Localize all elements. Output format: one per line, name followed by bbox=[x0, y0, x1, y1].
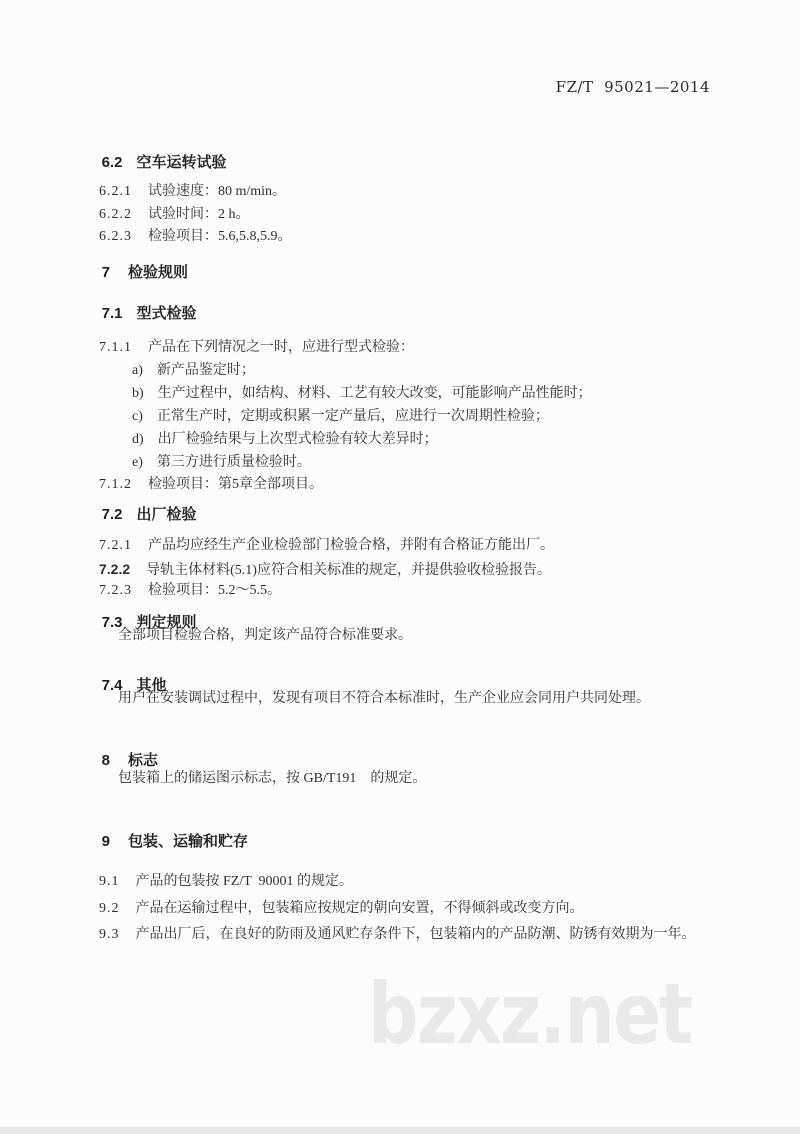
clause-text: 产品在运输过程中，包装箱应按规定的朝向安置，不得倾斜或改变方向。 bbox=[135, 901, 584, 916]
paragraph-7-3: 全部项目检验合格，判定该产品符合标准要求。 bbox=[118, 628, 412, 643]
clause-text: 产品出厂后，在良好的防雨及通风贮存条件下，包装箱内的产品防潮、防锈有效期为一年。 bbox=[135, 927, 696, 942]
list-text: 正常生产时，定期或积累一定产量后，应进行一次周期性检验； bbox=[156, 409, 549, 424]
paragraph-8: 包装箱上的储运图示标志，按 GB/T191 的规定。 bbox=[118, 771, 427, 786]
heading-number: 8 bbox=[101, 752, 111, 769]
clause-number: 6.2.3 bbox=[99, 229, 132, 244]
list-marker: c) bbox=[132, 409, 143, 424]
clause-text: 产品在下列情况之一时，应进行型式检验： bbox=[148, 340, 414, 355]
clause-text: 检验项目：第5章全部项目。 bbox=[148, 477, 323, 492]
clause-text: 试验速度：80 m/min。 bbox=[148, 184, 287, 199]
page-bottom-edge bbox=[0, 1127, 800, 1134]
heading-title: 出厂检验 bbox=[136, 506, 197, 523]
list-marker: e) bbox=[132, 455, 143, 470]
clause-text: 导轨主体材料(5.1)应符合相关标准的规定，并提供验收检验报告。 bbox=[146, 563, 551, 578]
heading-title: 检验规则 bbox=[128, 264, 189, 281]
clause-number: 6.2.1 bbox=[99, 184, 132, 199]
heading-title: 判定规则 bbox=[136, 614, 197, 631]
clause-number: 9.3 bbox=[99, 927, 120, 942]
list-marker: b) bbox=[132, 386, 144, 401]
heading-number: 7.2 bbox=[101, 506, 123, 523]
heading-title: 标志 bbox=[128, 752, 159, 769]
clause-number: 9.1 bbox=[99, 874, 120, 889]
paragraph-7-4: 用户在安装调试过程中，发现有项目不符合本标准时，生产企业应会同用户共同处理。 bbox=[118, 691, 650, 706]
clause-number: 7.2.1 bbox=[99, 538, 132, 553]
heading-number: 9 bbox=[101, 833, 111, 850]
heading-number: 7.1 bbox=[101, 305, 123, 322]
clause-number: 7.2.2 bbox=[99, 561, 131, 577]
clause-9-3 bbox=[85, 905, 696, 965]
watermark: bzxz.net bbox=[368, 965, 692, 1063]
clause-number: 9.2 bbox=[99, 901, 120, 916]
heading-title: 其他 bbox=[136, 677, 167, 694]
clause-text: 产品均应经生产企业检验部门检验合格，并附有合格证方能出厂。 bbox=[148, 538, 554, 553]
list-marker: d) bbox=[132, 432, 144, 447]
list-text: 出厂检验结果与上次型式检验有较大差异时； bbox=[157, 432, 438, 447]
clause-number: 7.2.3 bbox=[99, 583, 132, 598]
heading-title: 型式检验 bbox=[136, 305, 197, 322]
heading-title: 包装、运输和贮存 bbox=[128, 833, 249, 850]
list-text: 新产品鉴定时； bbox=[156, 363, 255, 378]
clause-number: 6.2.2 bbox=[99, 207, 132, 222]
clause-number: 7.1.2 bbox=[99, 477, 132, 492]
clause-text: 检验项目：5.6,5.8,5.9。 bbox=[148, 229, 292, 244]
heading-title: 空车运转试验 bbox=[136, 154, 227, 171]
list-marker: a) bbox=[132, 363, 143, 378]
clause-number: 7.1.1 bbox=[99, 340, 132, 355]
heading-number: 7.3 bbox=[101, 614, 123, 631]
heading-number: 6.2 bbox=[101, 154, 123, 171]
heading-number: 7 bbox=[101, 264, 111, 281]
heading-number: 7.4 bbox=[101, 677, 123, 694]
list-text: 第三方进行质量检验时。 bbox=[156, 455, 311, 470]
clause-text: 检验项目：5.2～5.5。 bbox=[148, 583, 281, 598]
clause-text: 产品的包装按 FZ/T 90001 的规定。 bbox=[135, 874, 354, 889]
list-text: 生产过程中，如结构、材料、工艺有较大改变，可能影响产品性能时； bbox=[157, 386, 592, 401]
doc-number: FZ/T 95021—2014 bbox=[555, 78, 710, 96]
clause-text: 试验时间：2 h。 bbox=[148, 207, 250, 222]
